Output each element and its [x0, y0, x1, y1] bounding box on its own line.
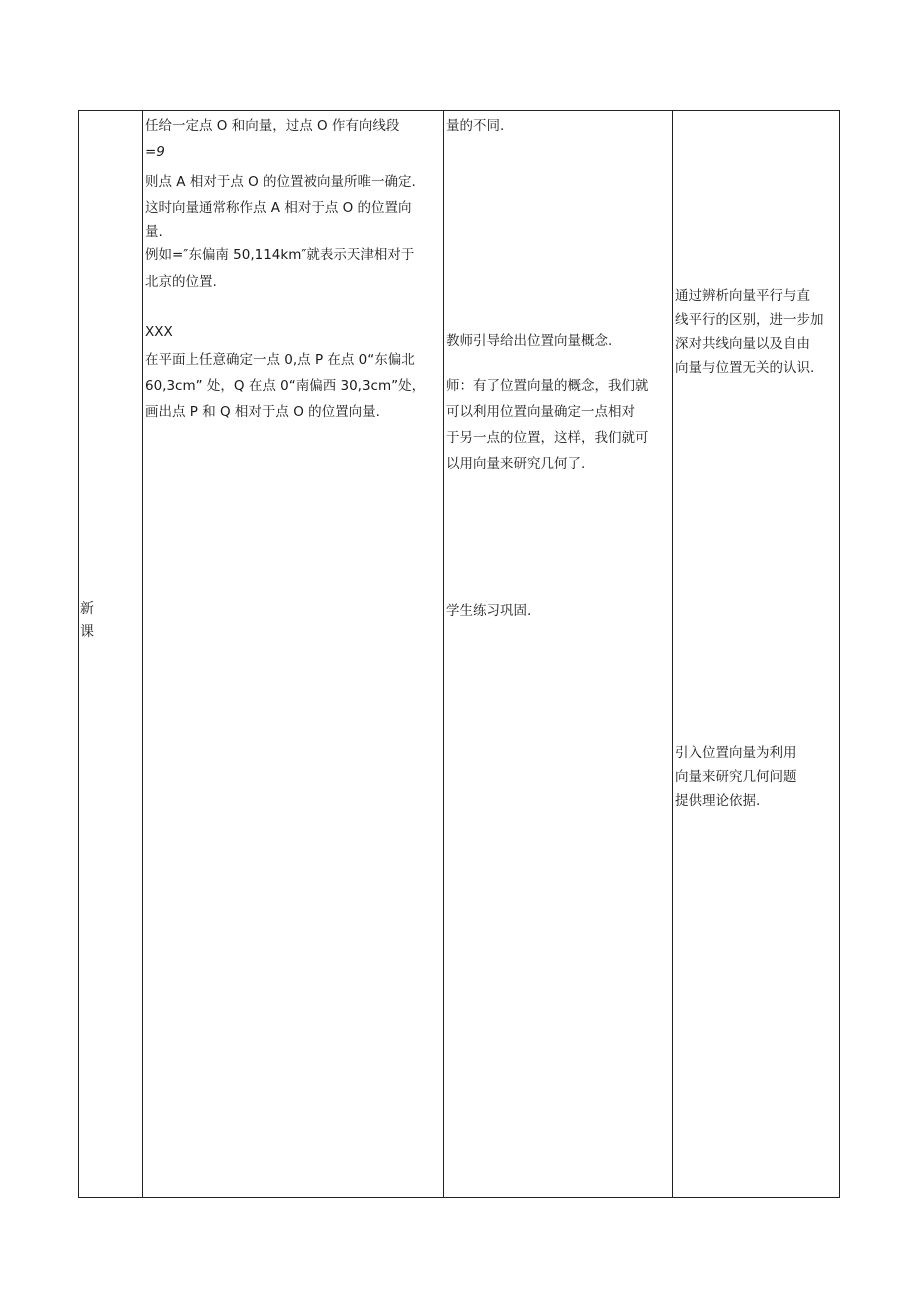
purpose-line: 向量来研究几何问题 [675, 769, 797, 785]
content-line: 则点 A 相对于点 O 的位置被向量所唯一确定. [145, 174, 416, 190]
content-line: 北京的位置. [145, 274, 217, 290]
content-line: 在平面上任意确定一点 0,点 P 在点 0“东偏北 [145, 352, 415, 368]
purpose-line: 提供理论依据. [675, 793, 761, 809]
purpose-line: 线平行的区别，进一步加 [675, 312, 824, 328]
purpose-line: 引入位置向量为利用 [675, 745, 797, 761]
teacher-line: 于另一点的位置，这样，我们就可 [446, 430, 649, 446]
teacher-line: 教师引导给出位置向量概念. [446, 333, 613, 349]
purpose-line: 向量与位置无关的认识. [675, 360, 815, 376]
teacher-line: 以用向量来研究几何了. [446, 456, 586, 472]
section-column [79, 111, 143, 1197]
content-column [143, 111, 444, 1197]
teacher-activity-column [444, 111, 673, 1197]
lesson-table [78, 110, 840, 1198]
content-line: 例如=″东偏南 50,114km″就表示天津相对于 [145, 247, 415, 263]
purpose-line: 通过辨析向量平行与直 [675, 288, 810, 304]
teacher-line: 量的不同. [446, 118, 505, 134]
content-line: 任给一定点 O 和向量，过点 O 作有向线段 [145, 118, 400, 134]
teacher-line: 可以利用位置向量确定一点相对 [446, 404, 635, 420]
content-line: =9 [145, 144, 165, 160]
teacher-line: 学生练习巩固. [446, 603, 532, 619]
teacher-line: 师：有了位置向量的概念，我们就 [446, 378, 649, 394]
content-line: 60,3cm” 处，Q 在点 0“南偏西 30,3cm”处， [145, 378, 426, 394]
design-purpose-column [673, 111, 839, 1197]
content-line: 画出点 P 和 Q 相对于点 O 的位置向量. [145, 404, 380, 420]
content-line: 量. [145, 224, 163, 240]
content-line: XXX [145, 324, 173, 340]
section-label: 新课 [80, 601, 94, 640]
content-line: 这时向量通常称作点 A 相对于点 O 的位置向 [145, 200, 412, 216]
purpose-line: 深对共线向量以及自由 [675, 336, 810, 352]
